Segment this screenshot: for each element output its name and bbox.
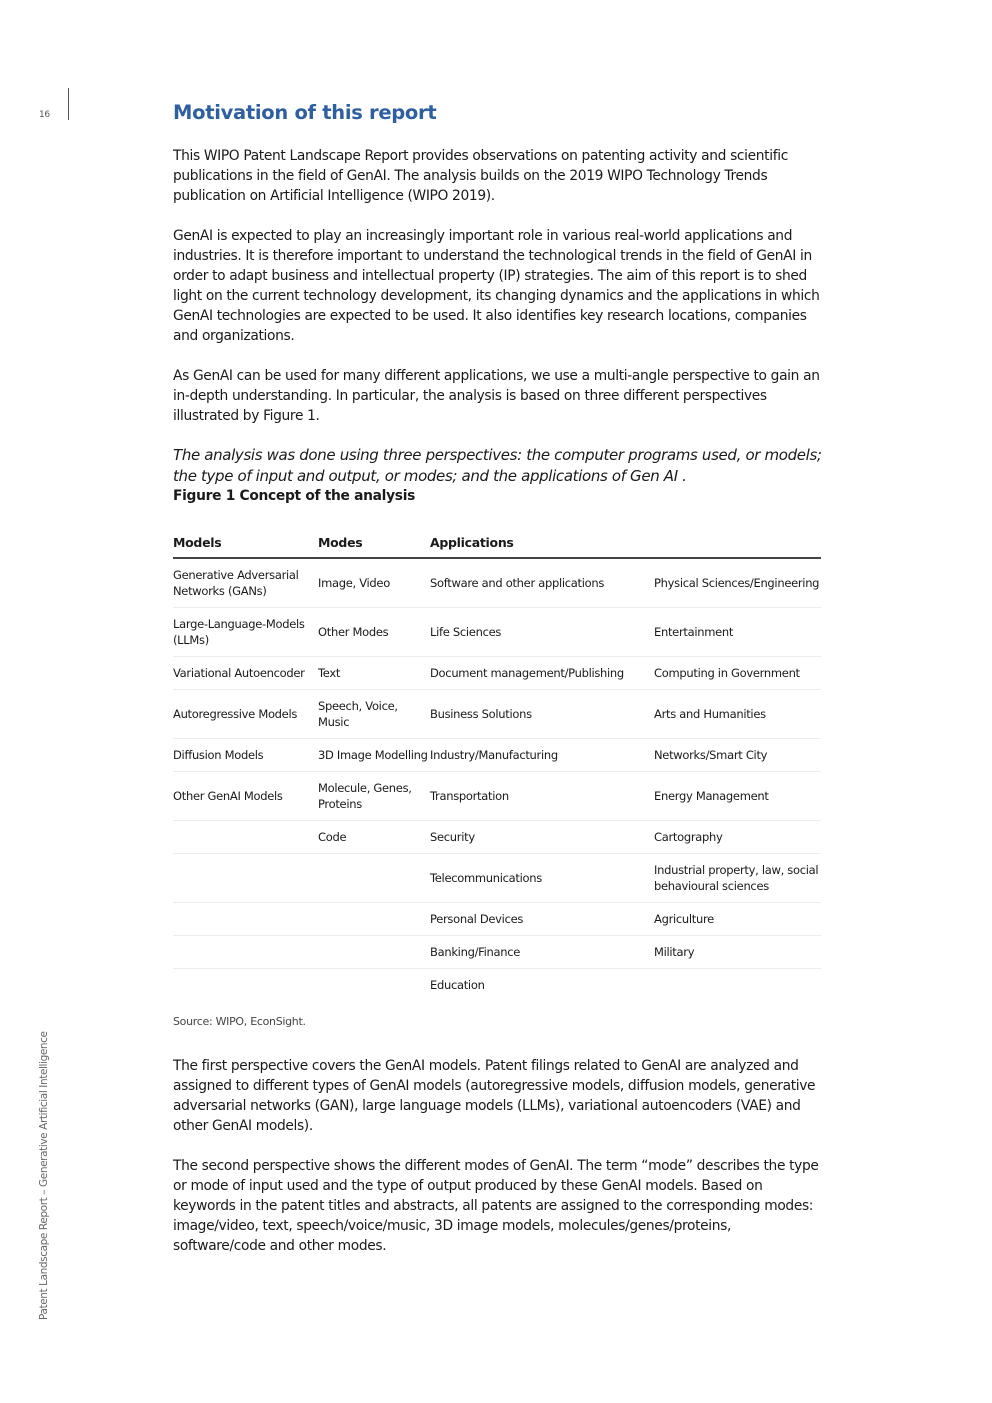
table-cell: Generative Adversarial Networks (GANs) [173,558,318,608]
table-cell: Business Solutions [430,690,654,739]
table-cell [318,936,430,969]
table-cell: Security [430,821,654,854]
table-cell: Physical Sciences/Engineering [654,558,821,608]
table-cell: Agriculture [654,903,821,936]
table-cell: Arts and Humanities [654,690,821,739]
table-cell: Transportation [430,772,654,821]
page-number: 16 [39,110,50,120]
table-row [173,772,821,821]
table-cell: Document management/Publishing [430,657,654,690]
table-row [173,657,821,690]
table-row [173,690,821,739]
table-cell: Image, Video [318,558,430,608]
intro-paragraph-2: GenAI is expected to play an increasingly important role in various real-world applications and industries. It is therefore important to understand the technological trends in the field of GenAI in order to adapt business and intellectual property (IP) strategies. The aim of this report is to shed light on the current technology development, its changing dynamics and the applications in which GenAI technologies are expected to be used. It also identifies key research locations, companies and organizations. [173,228,820,344]
main-content [173,100,823,1256]
table-cell: Other Modes [318,608,430,657]
table-cell: Diffusion Models [173,739,318,772]
table-cell: Software and other applications [430,558,654,608]
page-number-divider [68,88,69,120]
table-cell: Autoregressive Models [173,690,318,739]
table-cell: Military [654,936,821,969]
figure-caption: The analysis was done using three perspectives: the computer programs used, or models; the type of input and output, or modes; and the applications of Gen AI . [173,446,822,485]
table-cell: Cartography [654,821,821,854]
table-cell: Molecule, Genes, Proteins [318,772,430,821]
table-row [173,821,821,854]
table-cell: Life Sciences [430,608,654,657]
table-cell: Computing in Government [654,657,821,690]
table-cell: Education [430,978,485,992]
table-cell [173,854,318,903]
table-cell [654,969,821,1002]
table-cell: Text [318,657,430,690]
table-cell: Banking/Finance [430,936,654,969]
table-header-row [173,535,821,558]
table-cell: Variational Autoencoder [173,657,318,690]
table-row [173,936,821,969]
table-row [173,608,821,657]
table-cell [173,821,318,854]
table-cell: Entertainment [654,608,821,657]
table-row [173,558,821,608]
table-cell: 3D Image Modelling [318,739,430,772]
section-heading: Motivation of this report [173,101,437,124]
table-cell [318,854,430,903]
table-body [173,558,821,1001]
header-modes: Modes [318,535,430,558]
header-applications-2 [654,535,821,558]
table-cell [318,969,430,1002]
table-cell: Code [318,821,430,854]
body-paragraph-models: The first perspective covers the GenAI models. Patent filings related to GenAI are analyzed and assigned to different types of GenAI models (autoregressive models, diffusion models, generative adversarial networks (GAN), large language models (LLMs), variational autoencoders (VAE) and other GenAI models). [173,1058,816,1134]
running-footer-label: Patent Landscape Report – Generative Artificial Intelligence [38,1031,50,1320]
table-cell: Telecommunications [430,854,654,903]
intro-paragraph-3: As GenAI can be used for many different applications, we use a multi-angle perspective to gain an in-depth understanding. In particular, the analysis is based on three different perspectives illustrated by Figure 1. [173,368,820,424]
intro-paragraph-1: This WIPO Patent Landscape Report provides observations on patenting activity and scientific publications in the field of GenAI. The analysis builds on the 2019 WIPO Technology Trends publication on Artificial Intelligence (WIPO 2019). [173,148,788,204]
table-cell: Industry/Manufacturing [430,739,654,772]
figure-source: Source: WIPO, EconSight. [173,1015,306,1028]
table-cell: Speech, Voice, Music [318,690,430,739]
concept-table [173,535,821,1001]
table-cell: Personal Devices [430,903,654,936]
table-cell: Industrial property, law, social behavioural sciences [654,854,821,903]
table-row [173,854,821,903]
table-cell: Large-Language-Models (LLMs) [173,608,318,657]
table-cell [318,903,430,936]
table-row [173,739,821,772]
table-cell [173,936,318,969]
table-cell: Energy Management [654,772,821,821]
table-row [173,969,821,1002]
header-models: Models [173,535,318,558]
table-row [173,903,821,936]
header-applications: Applications [430,535,654,558]
figure-title: Figure 1 Concept of the analysis [173,488,416,504]
table-cell: Networks/Smart City [654,739,821,772]
table-cell: Other GenAI Models [173,772,318,821]
body-paragraph-modes: The second perspective shows the different modes of GenAI. The term “mode” describes the type or mode of input used and the type of output produced by these GenAI models. Based on keywords in the patent titles and abstracts, all patents are assigned to the corresponding modes: image/video, text, speech/voice/music, 3D image models, molecules/genes/proteins, software/code and other modes. [173,1158,819,1254]
table-cell [173,969,318,1002]
table-cell [173,903,318,936]
